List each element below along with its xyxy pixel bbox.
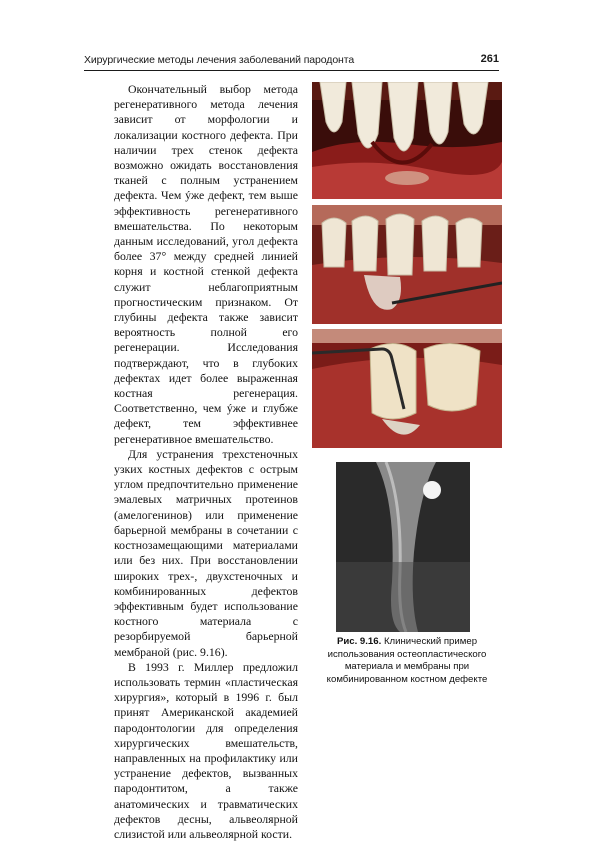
running-title: Хирургические методы лечения заболеваний пародонта [84,54,355,66]
body-text-column [114,82,298,842]
figure-caption [312,636,502,686]
caption-label: Рис. 9.16. [336,636,382,647]
caption-text: Клинический пример использования остеопластического материала и мембраны при комбинированном костном дефекте [326,636,488,685]
page-number: 261 [480,53,499,65]
xray-image [336,462,470,632]
clinical-photo-3 [312,329,502,448]
clinical-photo-2 [312,205,502,324]
paragraph-2: Для устранения трехстеночных узких костных дефектов с острым углом предпочтительно применение эмалевых матричных протеинов (амелогенинов) или применение барьерной мембраны в сочетании с костнозамещающими материалами или без них. При восстановлении широких трех-, двухстеночных и комбинированных дефектов эффективным будет использование костного материала с резорбируемой барьерной мембраной (рис. 9.16). [114,446,298,659]
paragraph-3: В 1993 г. Миллер предложил использовать термин «пластическая хирургия», который в 1996 г. был принят Американской академией пародонтологии для определения хирургических вмешательств, направленных на профилактику или устранение дефектов, вызванных пародонтитом, а также анатомических и травматических дефектов десны, альвеолярной слизистой или альвеолярной кости. [114,659,298,841]
running-header [84,50,499,71]
clinical-photo-1 [312,82,502,199]
paragraph-1: Окончательный выбор метода регенеративного метода лечения зависит от морфологии и локализации костного дефекта. При наличии трех стенок дефекта возможно ожидать восстановления тканей с полным устранением дефекта. Чем ýже дефект, тем выше эффективность регенеративного вмешательства. По некоторым данным исследований, угол дефекта более 37° между средней линией корня и костной стенкой дефекта служит неблагоприятным прогностическим признаком. От глубины дефекта также зависит вероятность полной его регенерации. Исследования подтверждают, что в глубоких дефектах идет более выраженная костная регенерация. Соответственно, чем ýже и глубже дефект, тем эффективнее регенеративное вмешательство. [114,82,298,446]
